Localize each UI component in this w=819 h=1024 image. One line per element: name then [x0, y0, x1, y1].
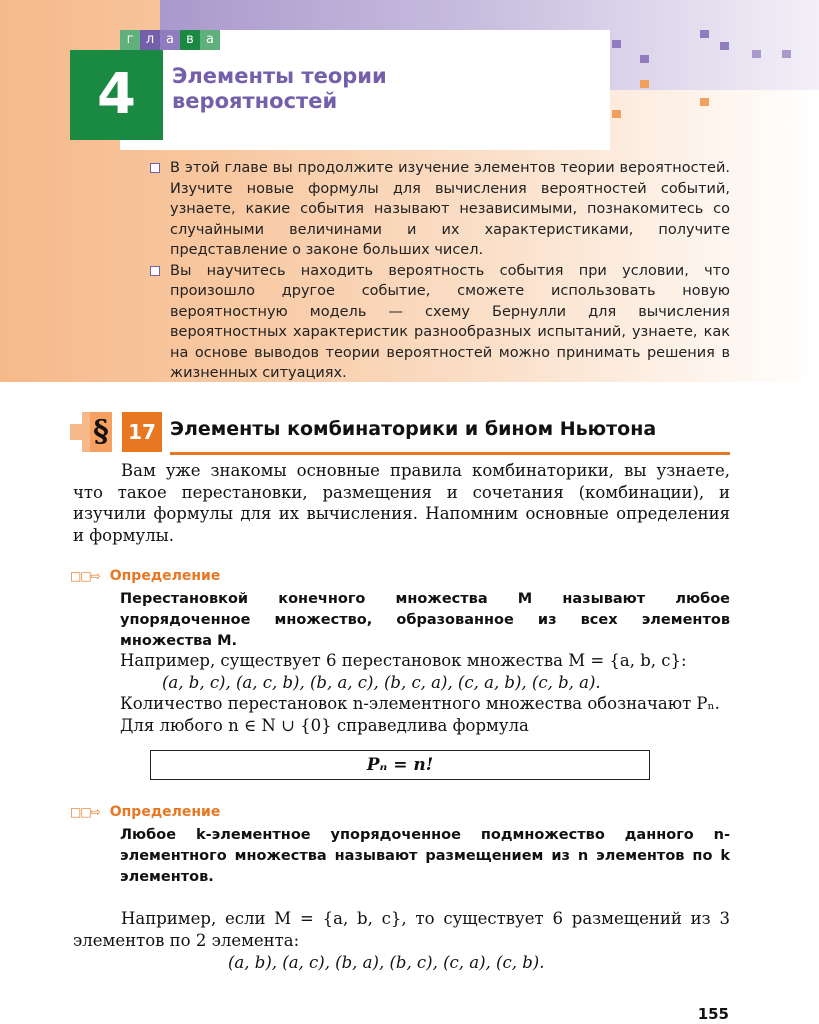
bullet-square-icon: [150, 163, 160, 173]
decor-pixel: [612, 110, 621, 118]
chapter-label-letter: а: [160, 30, 180, 50]
section-symbol-icon: §: [90, 412, 112, 452]
decor-pixel: [720, 42, 729, 50]
decor-pixel: [752, 50, 761, 58]
definition-header: [70, 568, 220, 584]
example-line: (a, b), (a, c), (b, a), (b, c), (c, a), (c, b).: [228, 953, 545, 972]
definition-text: Перестановкой конечного множества M называют любое упорядоченное множество, образованное из всех элементов множества M.: [120, 591, 730, 649]
example-block: [120, 650, 730, 736]
example-line: Количество перестановок n-элементного множества обозначают Pₙ.: [120, 694, 720, 713]
example-line: (a, b, c), (a, c, b), (b, a, c), (b, c, a), (c, a, b), (c, b, a).: [162, 672, 601, 692]
intro-item: [150, 158, 730, 261]
section-title: Элементы комбинаторики и бином Ньютона: [170, 418, 657, 440]
chapter-label-letter: в: [180, 30, 200, 50]
section-underline: [170, 452, 730, 455]
arrow-icon: □□⇨: [70, 805, 100, 819]
bullet-square-icon: [150, 266, 160, 276]
decor-pixel: [612, 40, 621, 48]
intro-text: Вы научитесь находить вероятность события при условии, что произошло другое событие, сможете использовать новую вероятностную модель — схему Бернулли для вычисления вероятностных характеристик разнообразных испытаний, узнаете, как на основе выводов теории вероятностей можно принимать решения в жизненных ситуациях.: [170, 262, 730, 381]
chapter-intro-list: [150, 158, 730, 384]
formula-box: Pₙ = n!: [150, 750, 650, 780]
section-number: 17: [122, 412, 162, 452]
intro-text: В этой главе вы продолжите изучение элементов теории вероятностей. Изучите новые формулы для вычисления вероятностей событий, узнаете, какие события называют независимыми, познакомитесь со случайными величинами и их характеристиками, получите представление о законе больших чисел.: [170, 160, 730, 258]
definition-text: Любое k-элементное упорядоченное подмножество данного n-элементного множества называют размещением из n элементов по k элементов.: [120, 827, 730, 885]
chapter-label-letter: г: [120, 30, 140, 50]
chapter-label: [120, 30, 220, 50]
chapter-title-line: Элементы теории: [172, 64, 387, 88]
definition-label: Определение: [109, 804, 221, 820]
decor-pixel: [640, 80, 649, 88]
arrow-icon: □□⇨: [70, 569, 100, 583]
section-heading: [70, 410, 730, 455]
definition-label: Определение: [109, 568, 221, 584]
intro-paragraph: Вам уже знакомы основные правила комбинаторики, вы узнаете, что такое перестановки, размещения и сочетания (комбинации), и изучили формулы для их вычисления. Напомним основные определения и формулы.: [73, 461, 730, 545]
decor-pixel: [700, 98, 709, 106]
chapter-label-letter: л: [140, 30, 160, 50]
decor-pixel: [640, 55, 649, 63]
chapter-title: [172, 64, 387, 114]
example-line: Для любого n ∈ N ∪ {0} справедлива формула: [120, 715, 529, 735]
chapter-number: 4: [70, 50, 163, 140]
example-line: Например, существует 6 перестановок множества M = {a, b, c}:: [120, 651, 687, 670]
chapter-label-letter: а: [200, 30, 220, 50]
page-number: 155: [697, 1005, 729, 1023]
chapter-title-line: вероятностей: [172, 89, 338, 113]
intro-item: [150, 261, 730, 384]
example-paragraph: Например, если M = {a, b, c}, то существует 6 размещений из 3 элементов по 2 элемента:: [73, 909, 730, 950]
decor-pixel: [782, 50, 791, 58]
decor-pixel: [700, 30, 709, 38]
definition-header: [70, 804, 220, 820]
